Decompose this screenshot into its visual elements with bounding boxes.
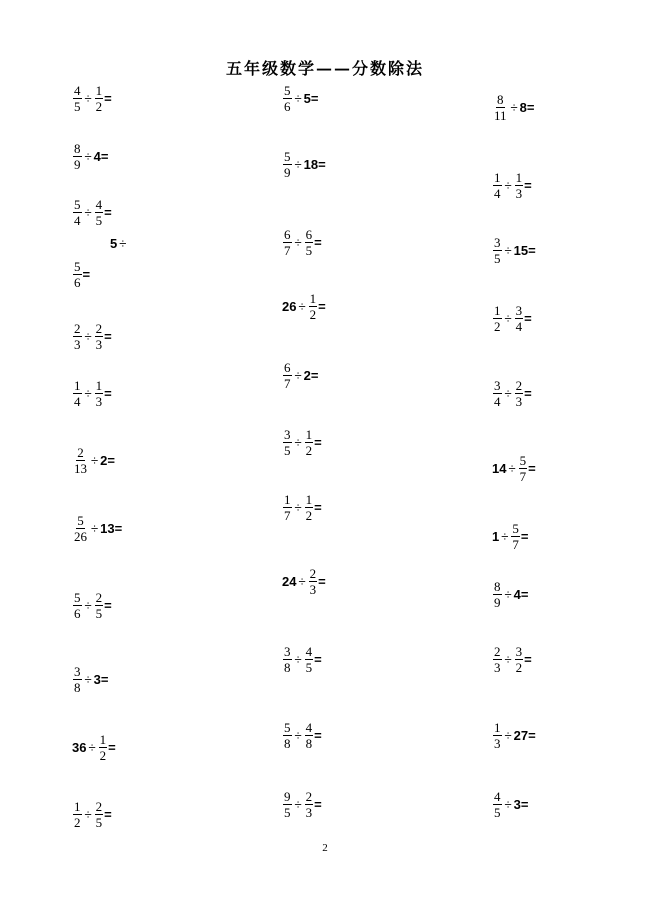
numerator: 1 xyxy=(74,378,81,393)
numerator: 8 xyxy=(497,92,504,107)
numerator: 1 xyxy=(494,303,501,318)
numerator: 3 xyxy=(74,664,81,679)
dividend-fraction xyxy=(283,228,292,257)
denominator: 7 xyxy=(284,376,291,391)
denominator: 5 xyxy=(74,99,81,114)
denominator: 5 xyxy=(95,815,103,830)
numerator: 6 xyxy=(305,227,313,242)
divisor-fraction xyxy=(95,591,104,620)
equals-sign: = xyxy=(314,652,322,667)
denominator: 2 xyxy=(305,508,313,523)
divisor-fraction xyxy=(309,567,318,596)
division-problem xyxy=(492,522,528,551)
denominator: 3 xyxy=(305,805,313,820)
numerator: 1 xyxy=(515,170,523,185)
numerator: 2 xyxy=(77,445,84,460)
equals-sign: = xyxy=(520,529,529,544)
denominator: 3 xyxy=(494,660,501,675)
numerator: 6 xyxy=(284,227,291,242)
division-problem-second-line xyxy=(72,260,90,289)
divide-sign: ÷ xyxy=(294,652,302,667)
division-problem xyxy=(72,591,112,620)
denominator: 11 xyxy=(494,108,507,123)
division-problem xyxy=(492,645,532,674)
equals-sign: = xyxy=(104,329,112,344)
equals-sign: = xyxy=(524,178,532,193)
equals-sign: = xyxy=(82,267,91,282)
numerator: 6 xyxy=(284,360,291,375)
division-problem xyxy=(492,454,536,483)
equals-sign: = xyxy=(520,797,529,812)
numerator: 1 xyxy=(95,83,103,98)
divide-sign: ÷ xyxy=(294,500,302,515)
dividend-fraction xyxy=(73,591,82,620)
divide-sign: ÷ xyxy=(504,652,512,667)
numerator: 5 xyxy=(519,453,527,468)
denominator: 5 xyxy=(494,805,501,820)
equals-sign: = xyxy=(108,740,116,755)
dividend-fraction xyxy=(73,514,88,543)
divide-sign: ÷ xyxy=(84,329,92,344)
numerator: 3 xyxy=(515,303,523,318)
dividend-fraction xyxy=(73,198,82,227)
denominator: 7 xyxy=(284,243,291,258)
divide-sign: ÷ xyxy=(84,672,92,687)
numerator: 2 xyxy=(95,590,103,605)
equals-sign: = xyxy=(528,461,536,476)
denominator: 9 xyxy=(284,165,291,180)
numerator: 3 xyxy=(284,644,291,659)
dividend-fraction xyxy=(493,93,508,122)
divisor-integer: 4 xyxy=(93,149,101,164)
numerator: 2 xyxy=(515,378,523,393)
denominator: 2 xyxy=(74,815,81,830)
divide-sign: ÷ xyxy=(298,299,306,314)
divide-sign: ÷ xyxy=(294,435,302,450)
numerator: 4 xyxy=(305,644,313,659)
numerator: 1 xyxy=(305,427,313,442)
dividend-fraction xyxy=(493,236,502,265)
equals-sign: = xyxy=(104,598,112,613)
equals-sign: = xyxy=(104,386,112,401)
numerator: 4 xyxy=(95,197,103,212)
divisor-fraction xyxy=(305,493,314,522)
division-problem xyxy=(492,721,536,750)
division-problem xyxy=(72,322,112,351)
numerator: 1 xyxy=(494,170,501,185)
denominator: 6 xyxy=(74,606,81,621)
divide-sign: ÷ xyxy=(294,797,302,812)
division-problem xyxy=(492,580,528,609)
numerator: 3 xyxy=(494,378,501,393)
division-problem xyxy=(282,428,322,457)
equals-sign: = xyxy=(310,91,319,106)
denominator: 2 xyxy=(305,443,313,458)
dividend-integer: 1 xyxy=(492,529,500,544)
numerator: 5 xyxy=(284,83,291,98)
divisor-fraction xyxy=(73,260,82,289)
divide-sign: ÷ xyxy=(84,205,92,220)
denominator: 13 xyxy=(74,461,87,476)
dividend-fraction xyxy=(493,721,502,750)
divide-sign: ÷ xyxy=(84,386,92,401)
equals-sign: = xyxy=(314,235,322,250)
divisor-fraction xyxy=(305,428,314,457)
numerator: 1 xyxy=(309,291,317,306)
divisor-fraction xyxy=(515,171,524,200)
numerator: 2 xyxy=(309,566,317,581)
dividend-fraction xyxy=(493,304,502,333)
denominator: 2 xyxy=(494,319,501,334)
divide-sign: ÷ xyxy=(510,100,518,115)
division-problem xyxy=(72,514,122,543)
divisor-integer: 3 xyxy=(513,797,521,812)
equals-sign: = xyxy=(528,243,536,258)
divide-sign: ÷ xyxy=(84,598,92,613)
numerator: 8 xyxy=(494,579,501,594)
divide-sign: ÷ xyxy=(91,521,99,536)
equals-sign: = xyxy=(104,91,112,106)
divide-sign: ÷ xyxy=(84,807,92,822)
dividend-fraction xyxy=(283,84,292,113)
denominator: 3 xyxy=(494,736,501,751)
division-problem xyxy=(492,790,528,819)
divisor-fraction xyxy=(95,322,104,351)
division-problem-first-line xyxy=(110,236,128,251)
dividend-fraction xyxy=(493,171,502,200)
equals-sign: = xyxy=(100,149,109,164)
divide-sign: ÷ xyxy=(294,157,302,172)
numerator: 4 xyxy=(305,720,313,735)
numerator: 2 xyxy=(95,321,103,336)
division-problem xyxy=(282,493,322,522)
numerator: 5 xyxy=(284,149,291,164)
dividend-integer: 36 xyxy=(72,740,87,755)
divisor-integer: 18 xyxy=(303,157,319,172)
denominator: 2 xyxy=(95,99,103,114)
divide-sign: ÷ xyxy=(501,529,509,544)
equals-sign: = xyxy=(524,652,532,667)
division-problem xyxy=(72,379,112,408)
denominator: 5 xyxy=(305,660,313,675)
division-problem xyxy=(282,645,322,674)
equals-sign: = xyxy=(318,299,326,314)
denominator: 3 xyxy=(95,337,103,352)
division-problem xyxy=(282,292,326,321)
dividend-fraction xyxy=(283,493,292,522)
numerator: 5 xyxy=(512,521,519,536)
dividend-fraction xyxy=(493,379,502,408)
dividend-fraction xyxy=(283,361,292,390)
dividend-fraction xyxy=(73,665,82,694)
dividend-fraction xyxy=(493,790,502,819)
denominator: 3 xyxy=(515,394,523,409)
divide-sign: ÷ xyxy=(294,91,302,106)
divide-sign: ÷ xyxy=(504,386,512,401)
denominator: 5 xyxy=(284,443,291,458)
equals-sign: = xyxy=(524,311,532,326)
denominator: 8 xyxy=(74,680,81,695)
divisor-integer: 3 xyxy=(93,672,101,687)
numerator: 5 xyxy=(74,197,81,212)
divisor-fraction xyxy=(515,645,524,674)
numerator: 2 xyxy=(95,799,103,814)
denominator: 9 xyxy=(74,157,81,172)
numerator: 5 xyxy=(77,513,84,528)
division-problem xyxy=(282,150,326,179)
dividend-fraction xyxy=(283,150,292,179)
divide-sign: ÷ xyxy=(294,728,302,743)
numerator: 5 xyxy=(74,259,81,274)
numerator: 1 xyxy=(305,492,313,507)
divide-sign: ÷ xyxy=(504,311,512,326)
numerator: 5 xyxy=(74,590,81,605)
division-problem xyxy=(282,84,318,113)
divisor-fraction xyxy=(305,721,314,750)
divisor-integer: 2 xyxy=(100,453,108,468)
numerator: 4 xyxy=(74,83,81,98)
divisor-fraction xyxy=(95,198,104,227)
dividend-fraction xyxy=(493,580,502,609)
dividend-fraction xyxy=(73,84,82,113)
numerator: 2 xyxy=(305,789,313,804)
numerator: 1 xyxy=(99,732,107,747)
page-number: 2 xyxy=(322,842,328,854)
denominator: 3 xyxy=(309,582,317,597)
divisor-integer: 5 xyxy=(303,91,311,106)
denominator: 4 xyxy=(515,319,523,334)
division-problem xyxy=(72,84,112,113)
dividend-fraction xyxy=(493,645,502,674)
dividend-fraction xyxy=(73,379,82,408)
divisor-integer: 8 xyxy=(519,100,527,115)
denominator: 6 xyxy=(284,99,291,114)
equals-sign: = xyxy=(104,205,112,220)
divisor-fraction xyxy=(511,522,520,551)
numerator: 3 xyxy=(515,644,523,659)
denominator: 2 xyxy=(99,748,107,763)
equals-sign: = xyxy=(310,368,319,383)
numerator: 1 xyxy=(95,378,103,393)
division-problem xyxy=(282,361,318,390)
denominator: 8 xyxy=(305,736,313,751)
numerator: 2 xyxy=(494,644,501,659)
division-problem xyxy=(72,198,112,227)
division-problem xyxy=(72,665,108,694)
divide-sign: ÷ xyxy=(298,574,306,589)
divide-sign: ÷ xyxy=(504,243,512,258)
page-title: 五年级数学——分数除法 xyxy=(225,59,424,78)
division-problem xyxy=(492,304,532,333)
dividend-fraction xyxy=(73,322,82,351)
divisor-integer: 27 xyxy=(513,728,529,743)
equals-sign: = xyxy=(314,500,322,515)
numerator: 1 xyxy=(494,720,501,735)
divide-sign: ÷ xyxy=(88,740,96,755)
numerator: 2 xyxy=(74,321,81,336)
divide-sign: ÷ xyxy=(84,91,92,106)
dividend-fraction xyxy=(283,645,292,674)
division-problem xyxy=(492,379,532,408)
numerator: 5 xyxy=(284,720,291,735)
divisor-integer: 4 xyxy=(513,587,521,602)
divisor-fraction xyxy=(305,645,314,674)
numerator: 1 xyxy=(74,799,81,814)
division-problem xyxy=(492,236,536,265)
numerator: 8 xyxy=(74,141,81,156)
divisor-fraction xyxy=(309,292,318,321)
equals-sign: = xyxy=(107,453,115,468)
denominator: 7 xyxy=(284,508,291,523)
divide-sign: ÷ xyxy=(504,587,512,602)
equals-sign: = xyxy=(318,574,326,589)
dividend-integer: 24 xyxy=(282,574,297,589)
division-problem xyxy=(282,567,326,596)
denominator: 2 xyxy=(309,307,317,322)
dividend-fraction xyxy=(73,142,82,171)
divide-sign: ÷ xyxy=(504,797,512,812)
division-problem xyxy=(282,228,322,257)
dividend-fraction xyxy=(73,800,82,829)
denominator: 8 xyxy=(284,736,291,751)
division-problem xyxy=(72,446,115,475)
equals-sign: = xyxy=(314,435,322,450)
dividend-fraction xyxy=(283,721,292,750)
divisor-integer: 15 xyxy=(513,243,529,258)
denominator: 5 xyxy=(284,805,291,820)
division-problem xyxy=(492,171,532,200)
denominator: 5 xyxy=(95,213,103,228)
numerator: 1 xyxy=(284,492,291,507)
division-problem xyxy=(492,93,535,122)
denominator: 8 xyxy=(284,660,291,675)
dividend-integer: 26 xyxy=(282,299,297,314)
equals-sign: = xyxy=(318,157,326,172)
equals-sign: = xyxy=(524,386,532,401)
denominator: 3 xyxy=(515,186,523,201)
divide-sign: ÷ xyxy=(294,235,302,250)
numerator: 3 xyxy=(494,235,501,250)
dividend-fraction xyxy=(283,428,292,457)
divide-sign: ÷ xyxy=(508,461,516,476)
divisor-fraction xyxy=(95,379,104,408)
denominator: 3 xyxy=(74,337,81,352)
divisor-fraction xyxy=(305,790,314,819)
denominator: 2 xyxy=(515,660,523,675)
denominator: 4 xyxy=(494,394,501,409)
denominator: 9 xyxy=(494,595,501,610)
division-problem xyxy=(72,733,116,762)
denominator: 4 xyxy=(74,394,81,409)
equals-sign: = xyxy=(528,728,536,743)
divisor-fraction xyxy=(99,733,108,762)
divisor-fraction xyxy=(519,454,528,483)
equals-sign: = xyxy=(520,587,529,602)
divide-sign: ÷ xyxy=(119,236,127,251)
denominator: 4 xyxy=(74,213,81,228)
divisor-integer: 13 xyxy=(100,521,115,536)
equals-sign: = xyxy=(114,521,123,536)
divide-sign: ÷ xyxy=(504,178,512,193)
equals-sign: = xyxy=(104,807,112,822)
divide-sign: ÷ xyxy=(504,728,512,743)
denominator: 6 xyxy=(74,275,81,290)
division-problem xyxy=(282,721,322,750)
divide-sign: ÷ xyxy=(294,368,302,383)
equals-sign: = xyxy=(314,797,322,812)
numerator: 3 xyxy=(284,427,291,442)
equals-sign: = xyxy=(100,672,109,687)
divisor-integer: 2 xyxy=(303,368,311,383)
denominator: 4 xyxy=(494,186,501,201)
division-problem xyxy=(72,142,108,171)
equals-sign: = xyxy=(314,728,322,743)
divide-sign: ÷ xyxy=(91,453,99,468)
divisor-fraction xyxy=(95,84,104,113)
denominator: 26 xyxy=(74,529,87,544)
denominator: 7 xyxy=(519,469,527,484)
division-problem xyxy=(72,800,112,829)
divide-sign: ÷ xyxy=(84,149,92,164)
division-problem xyxy=(282,790,322,819)
denominator: 5 xyxy=(95,606,103,621)
divisor-fraction xyxy=(305,228,314,257)
equals-sign: = xyxy=(526,100,535,115)
denominator: 5 xyxy=(494,251,501,266)
dividend-integer: 14 xyxy=(492,461,507,476)
divisor-fraction xyxy=(515,304,524,333)
denominator: 7 xyxy=(512,537,519,552)
numerator: 4 xyxy=(494,789,501,804)
dividend-integer: 5 xyxy=(110,236,118,251)
divisor-fraction xyxy=(515,379,524,408)
numerator: 9 xyxy=(284,789,291,804)
dividend-fraction xyxy=(283,790,292,819)
dividend-fraction xyxy=(73,446,88,475)
denominator: 3 xyxy=(95,394,103,409)
denominator: 5 xyxy=(305,243,313,258)
divisor-fraction xyxy=(95,800,104,829)
